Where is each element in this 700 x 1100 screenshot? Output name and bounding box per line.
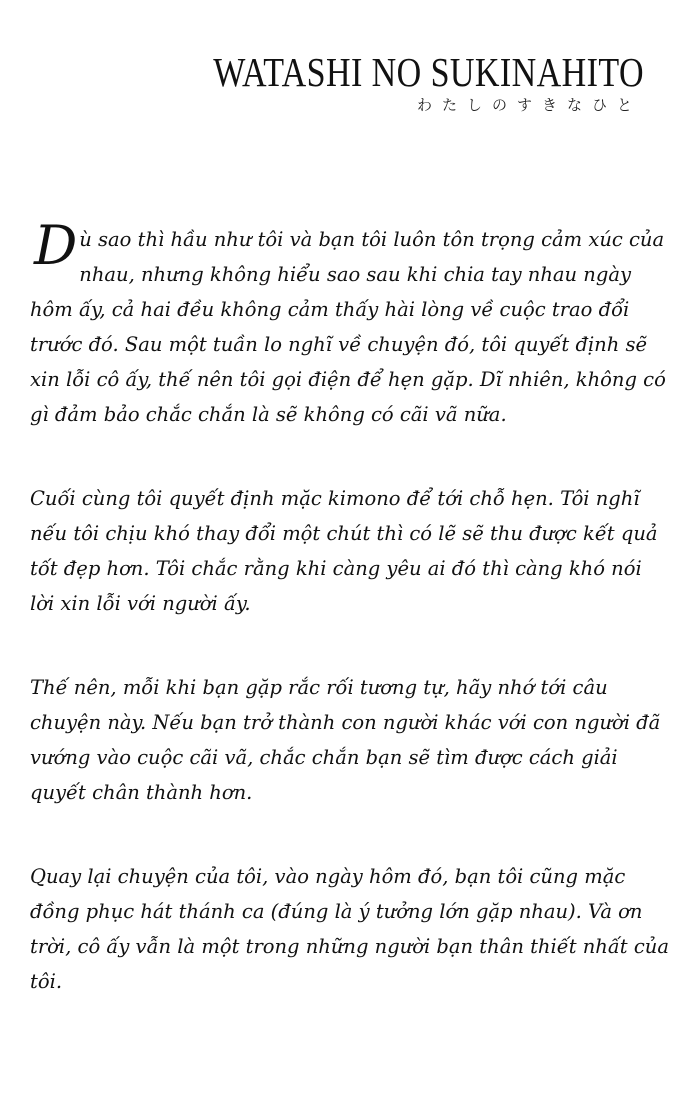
paragraph-2: Cuối cùng tôi quyết định mặc kimono để tới chỗ hẹn. Tôi nghĩ nếu tôi chịu khó thay đổi một chút thì có lẽ sẽ thu được kết quả tốt đẹp hơn. Tôi chắc rằng khi càng yêu ai đó thì càng khó nói lời xin lỗi với người ấy. xyxy=(30,487,658,615)
page-subtitle: わたしのすきなひと xyxy=(416,96,642,114)
paragraph-3: Thế nên, mỗi khi bạn gặp rắc rối tương tự, hãy nhớ tới câu chuyện này. Nếu bạn trở thành con người khác với con người đã vướng vào cuộc cãi vã, chắc chắn bạn sẽ tìm được cách giải quyết chân thành hơn. xyxy=(30,676,661,804)
header xyxy=(125,50,644,116)
page-title: WATASHI NO SUKINAHITO xyxy=(213,49,644,95)
paragraph-4: Quay lại chuyện của tôi, vào ngày hôm đó, bạn tôi cũng mặc đồng phục hát thánh ca (đúng là ý tưởng lớn gặp nhau). Và ơn trời, cô ấy vẫn là một trong những người bạn thân thiết nhất của tôi. xyxy=(30,865,669,993)
story-text xyxy=(30,214,670,1048)
paragraph-1 xyxy=(30,214,670,432)
drop-cap: D xyxy=(34,214,78,277)
paragraph-1-text: ù sao thì hầu như tôi và bạn tôi luôn tôn trọng cảm xúc của nhau, nhưng không hiểu sao sau khi chia tay nhau ngày hôm ấy, cả hai đều không cảm thấy hài lòng về cuộc trao đổi trước đó. Sau một tuần lo nghĩ về chuyện đó, tôi quyết định sẽ xin lỗi cô ấy, thế nên tôi gọi điện để hẹn gặp. Dĩ nhiên, không có gì đảm bảo chắc chắn là sẽ không có cãi vã nữa. xyxy=(30,228,666,426)
